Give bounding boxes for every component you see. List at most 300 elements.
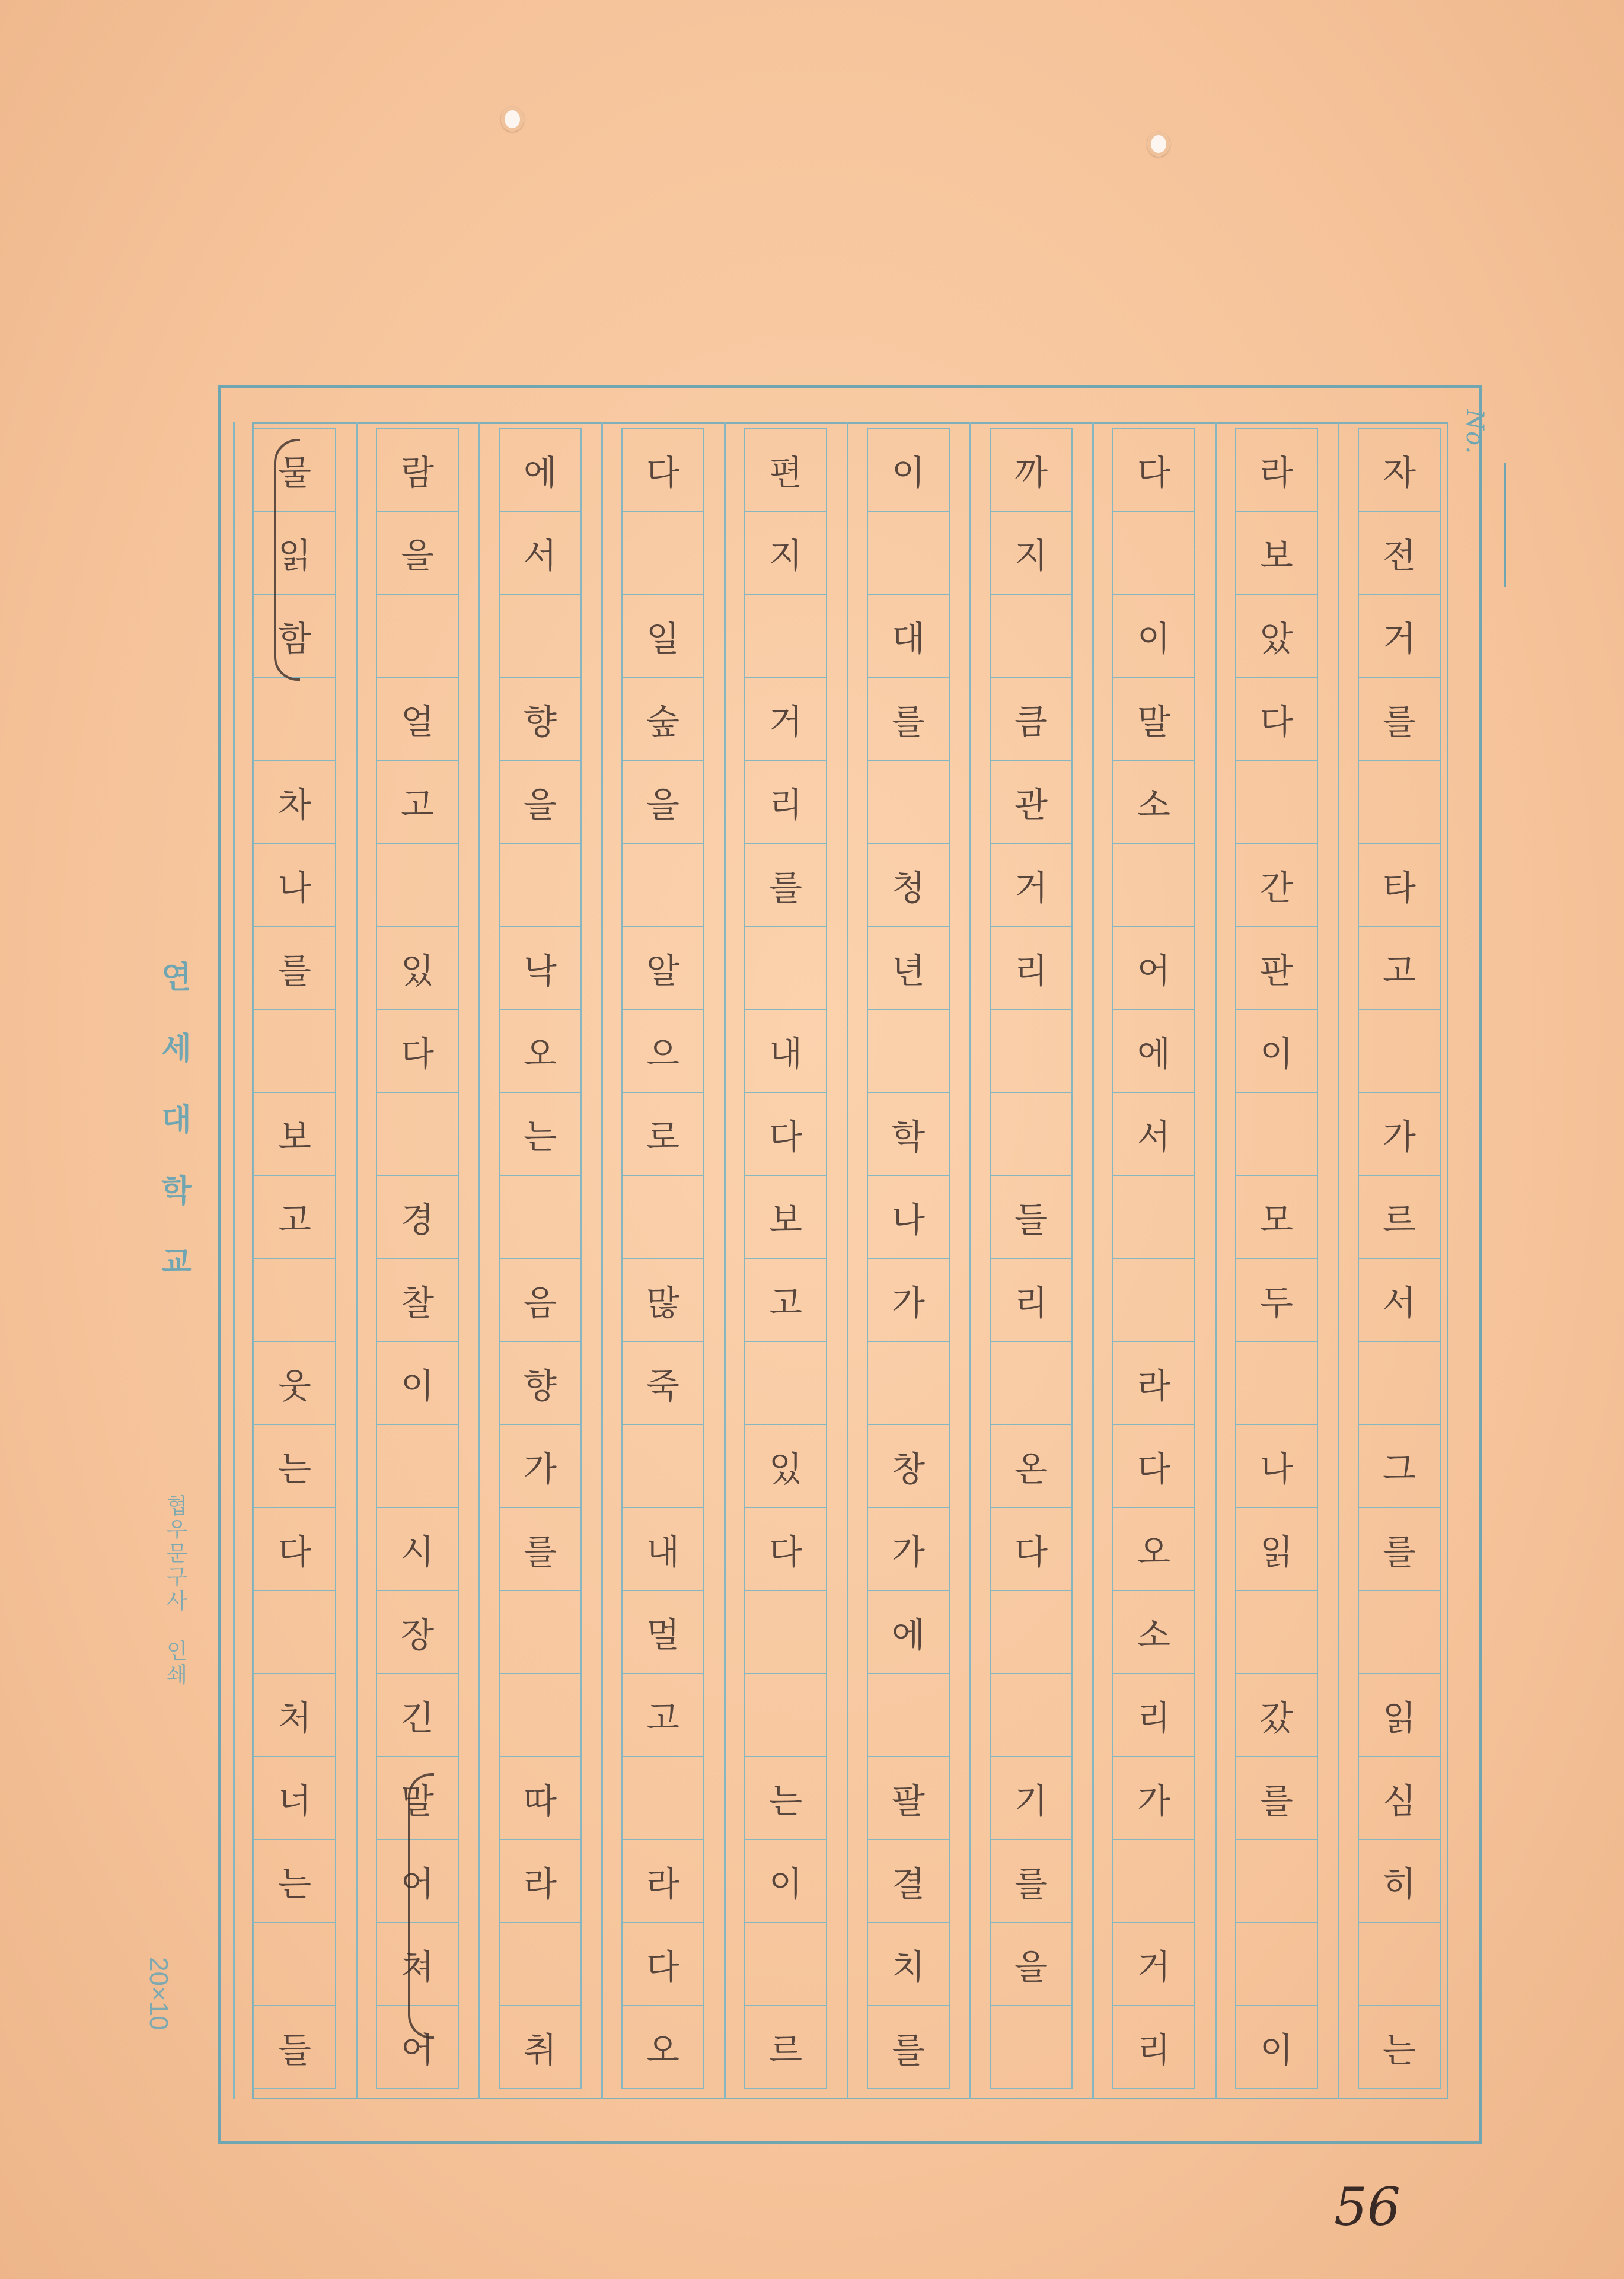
grid-cell [253, 1757, 336, 1840]
grid-cell [1358, 1424, 1441, 1507]
handwritten-char: 어 [1137, 951, 1171, 991]
handwritten-char: 읽 [1382, 1698, 1416, 1738]
grid-cell [1112, 1175, 1195, 1258]
grid-cell [1358, 1092, 1441, 1175]
grid-cell [867, 1923, 950, 2006]
handwritten-char: 편 [768, 452, 803, 493]
grid-cell [744, 428, 827, 511]
handwritten-char: 리 [1014, 951, 1048, 991]
handwritten-char: 고 [1382, 951, 1416, 991]
grid-cell [253, 1923, 336, 2006]
handwritten-char: 향 [523, 702, 557, 742]
grid-cell [1235, 1092, 1318, 1175]
handwritten-char: 서 [1382, 1283, 1416, 1323]
grid-cell [376, 511, 459, 594]
grid-column [867, 428, 950, 2093]
grid-cell [499, 1590, 582, 1674]
grid-cell [499, 1258, 582, 1341]
grid-cell [1112, 843, 1195, 926]
handwritten-char: 온 [1014, 1449, 1048, 1489]
grid-cell [1235, 843, 1318, 926]
grid-cell [1235, 428, 1318, 511]
column-divider [233, 422, 235, 2099]
grid-cell [1358, 1341, 1441, 1424]
grid-cell [744, 1507, 827, 1590]
handwritten-char: 를 [277, 951, 312, 991]
grid-cell [867, 511, 950, 594]
grid-cell [1235, 926, 1318, 1009]
handwritten-char: 함 [277, 619, 312, 659]
grid-cell [867, 1258, 950, 1341]
handwritten-char: 관 [1014, 785, 1048, 825]
handwritten-char: 많 [646, 1283, 680, 1323]
column-divider [724, 422, 726, 2099]
grid-cell [990, 1424, 1073, 1507]
grid-cell [1235, 1341, 1318, 1424]
grid-cell [867, 2006, 950, 2089]
handwritten-char: 심 [1382, 1781, 1416, 1821]
grid-cell [621, 2006, 704, 2089]
grid-cell [1358, 1507, 1441, 1590]
column-divider [356, 422, 358, 2099]
handwritten-char: 타 [1382, 868, 1416, 908]
handwritten-char: 다 [277, 1532, 312, 1572]
grid-cell [253, 1009, 336, 1092]
grid-cell [990, 594, 1073, 677]
grid-cell [253, 1840, 336, 1923]
handwritten-char: 내 [768, 1034, 803, 1074]
grid-cell [1235, 2006, 1318, 2089]
handwritten-char: 리 [1014, 1283, 1048, 1323]
grid-cell [499, 1009, 582, 1092]
handwritten-char: 죽 [646, 1366, 680, 1406]
grid-cell [1358, 843, 1441, 926]
handwritten-char: 이 [768, 1864, 803, 1904]
handwritten-char: 청 [891, 868, 926, 908]
handwritten-char: 처 [277, 1698, 312, 1738]
handwritten-char: 학 [891, 1117, 926, 1157]
grid-cell [1358, 677, 1441, 760]
grid-cell [1112, 2006, 1195, 2089]
grid-cell [376, 1175, 459, 1258]
grid-cell [744, 2006, 827, 2089]
handwritten-char: 그 [1382, 1449, 1416, 1489]
handwritten-char: 어 [400, 1864, 435, 1904]
handwritten-char: 라 [1137, 1366, 1171, 1406]
handwritten-char: 는 [768, 1781, 803, 1821]
handwritten-char: 말 [1137, 702, 1171, 742]
handwritten-char: 았 [1259, 619, 1294, 659]
grid-cell [867, 594, 950, 677]
handwritten-char: 갔 [1259, 1698, 1294, 1738]
grid-cell [1358, 1175, 1441, 1258]
grid-cell [1112, 594, 1195, 677]
grid-cell [867, 1840, 950, 1923]
grid-cell [867, 1674, 950, 1757]
handwritten-char: 다 [1014, 1532, 1048, 1572]
handwritten-char: 찰 [400, 1283, 435, 1323]
handwritten-char: 를 [1259, 1781, 1294, 1821]
grid-cell [1235, 760, 1318, 843]
grid-cell [253, 2006, 336, 2089]
grid-cell [1358, 511, 1441, 594]
handwritten-char: 말 [400, 1781, 435, 1821]
column-divider [969, 422, 971, 2099]
grid-cell [499, 677, 582, 760]
handwritten-char: 지 [1014, 536, 1048, 576]
grid-cell [1358, 926, 1441, 1009]
handwritten-char: 거 [1137, 1947, 1171, 1987]
grid-cell [253, 677, 336, 760]
handwritten-char: 큼 [1014, 702, 1048, 742]
handwritten-char: 라 [1259, 452, 1294, 493]
grid-column [1112, 428, 1195, 2093]
column-divider [1092, 422, 1094, 2099]
grid-cell [990, 2006, 1073, 2089]
handwritten-char: 을 [1014, 1947, 1048, 1987]
grid-column [1358, 428, 1441, 2093]
grid-cell [376, 926, 459, 1009]
handwritten-char: 취 [523, 2030, 557, 2070]
handwritten-char: 에 [891, 1615, 926, 1655]
grid-cell [1112, 1840, 1195, 1923]
grid-cell [1235, 1258, 1318, 1341]
grid-cell [867, 1009, 950, 1092]
grid-column [744, 428, 827, 2093]
grid-cell [1358, 1674, 1441, 1757]
handwritten-char: 보 [277, 1117, 312, 1157]
grid-cell [499, 1674, 582, 1757]
grid-cell [867, 677, 950, 760]
printer-imprint: 협우문구사 인쇄 [163, 1494, 187, 1687]
grid-cell [253, 1674, 336, 1757]
page-no-label: No. [1461, 409, 1488, 455]
grid-cell [867, 1757, 950, 1840]
column-divider [847, 422, 848, 2099]
grid-cell [376, 843, 459, 926]
grid-cell [253, 760, 336, 843]
grid-cell [990, 843, 1073, 926]
handwritten-char: 너 [277, 1781, 312, 1821]
grid-cell [990, 926, 1073, 1009]
grid-cell [990, 1507, 1073, 1590]
grid-cell [990, 677, 1073, 760]
grid-cell [744, 1757, 827, 1840]
handwritten-char: 고 [277, 1200, 312, 1240]
handwritten-char: 읽 [277, 536, 312, 576]
handwritten-char: 람 [400, 452, 435, 493]
handwritten-char: 을 [523, 785, 557, 825]
handwritten-char: 서 [1137, 1117, 1171, 1157]
handwritten-char: 로 [646, 1117, 680, 1157]
handwritten-char: 모 [1259, 1200, 1294, 1240]
handwritten-char: 간 [1259, 868, 1294, 908]
grid-cell [621, 1424, 704, 1507]
grid-cell [621, 511, 704, 594]
handwritten-char: 리 [1137, 1698, 1171, 1738]
grid-size-imprint: 20×10 [144, 1957, 173, 2031]
grid-cell [867, 1424, 950, 1507]
grid-cell [744, 1175, 827, 1258]
grid-cell [1358, 1009, 1441, 1092]
handwritten-char: 가 [1382, 1117, 1416, 1157]
grid-cell [744, 1341, 827, 1424]
grid-cell [867, 1341, 950, 1424]
editing-bracket [274, 439, 300, 681]
handwritten-char: 나 [891, 1200, 926, 1240]
handwritten-char: 이 [400, 1366, 435, 1406]
grid-cell [1235, 1840, 1318, 1923]
grid-cell [867, 760, 950, 843]
grid-cell [253, 1590, 336, 1674]
handwritten-char: 내 [646, 1532, 680, 1572]
handwritten-char: 알 [646, 951, 680, 991]
grid-cell [1235, 594, 1318, 677]
grid-cell [621, 1175, 704, 1258]
handwritten-char: 낙 [523, 951, 557, 991]
handwritten-char: 결 [891, 1864, 926, 1904]
grid-cell [744, 926, 827, 1009]
grid-cell [1358, 428, 1441, 511]
grid-cell [499, 1507, 582, 1590]
grid-cell [1112, 1341, 1195, 1424]
grid-column [990, 428, 1073, 2093]
grid-cell [499, 1424, 582, 1507]
grid-cell [376, 1009, 459, 1092]
handwritten-char: 이 [1259, 2030, 1294, 2070]
grid-cell [1235, 511, 1318, 594]
grid-cell [376, 760, 459, 843]
grid-cell [744, 1840, 827, 1923]
handwritten-char: 물 [277, 452, 312, 493]
grid-cell [621, 677, 704, 760]
grid-cell [867, 1507, 950, 1590]
grid-cell [1112, 1092, 1195, 1175]
handwritten-char: 고 [400, 785, 435, 825]
grid-cell [1235, 1757, 1318, 1840]
grid-cell [376, 1258, 459, 1341]
grid-cell [744, 1009, 827, 1092]
grid-cell [621, 1674, 704, 1757]
handwritten-char: 오 [646, 2030, 680, 2070]
grid-cell [499, 760, 582, 843]
handwritten-char: 히 [1382, 1864, 1416, 1904]
grid-cell [621, 1840, 704, 1923]
grid-cell [867, 1590, 950, 1674]
handwritten-char: 가 [1137, 1781, 1171, 1821]
handwritten-char: 다 [768, 1117, 803, 1157]
handwritten-char: 고 [646, 1698, 680, 1738]
grid-cell [253, 926, 336, 1009]
handwritten-char: 라 [523, 1864, 557, 1904]
grid-cell [1358, 1840, 1441, 1923]
grid-cell [253, 843, 336, 926]
editing-bracket [408, 1773, 434, 2039]
handwritten-char: 리 [768, 785, 803, 825]
handwritten-char: 까 [1014, 452, 1048, 493]
handwritten-char: 숲 [646, 702, 680, 742]
grid-cell [621, 926, 704, 1009]
grid-cell [1112, 428, 1195, 511]
grid-cell [376, 594, 459, 677]
grid-cell [1235, 677, 1318, 760]
handwritten-char: 는 [277, 1449, 312, 1489]
grid-cell [376, 1424, 459, 1507]
column-divider [601, 422, 603, 2099]
handwritten-char: 나 [277, 868, 312, 908]
grid-cell [990, 1757, 1073, 1840]
binder-hole [1147, 132, 1170, 157]
grid-cell [499, 843, 582, 926]
grid-cell [744, 843, 827, 926]
grid-cell [744, 1424, 827, 1507]
handwritten-char: 는 [523, 1117, 557, 1157]
handwritten-char: 지 [768, 536, 803, 576]
grid-cell [867, 1175, 950, 1258]
handwritten-char: 다 [1137, 1449, 1171, 1489]
grid-cell [1235, 1009, 1318, 1092]
grid-cell [499, 1840, 582, 1923]
handwritten-char: 를 [891, 702, 926, 742]
grid-cell [990, 1009, 1073, 1092]
grid-cell [990, 1175, 1073, 1258]
page-number: 56 [1334, 2176, 1400, 2237]
handwritten-char: 를 [1382, 702, 1416, 742]
grid-cell [1235, 1590, 1318, 1674]
handwritten-char: 를 [523, 1532, 557, 1572]
grid-cell [1112, 1674, 1195, 1757]
grid-cell [990, 1923, 1073, 2006]
grid-cell [744, 1258, 827, 1341]
handwritten-char: 를 [1382, 1532, 1416, 1572]
grid-cell [253, 1092, 336, 1175]
grid-cell [867, 926, 950, 1009]
grid-cell [253, 1175, 336, 1258]
handwritten-char: 쳐 [400, 1947, 435, 1987]
handwritten-char: 창 [891, 1449, 926, 1489]
grid-cell [744, 1092, 827, 1175]
grid-cell [376, 428, 459, 511]
grid-cell [499, 594, 582, 677]
grid-cell [744, 1923, 827, 2006]
handwritten-char: 를 [768, 868, 803, 908]
handwritten-char: 보 [1259, 536, 1294, 576]
grid-cell [499, 1092, 582, 1175]
handwritten-char: 판 [1259, 951, 1294, 991]
grid-cell [744, 1590, 827, 1674]
grid-cell [1112, 1009, 1195, 1092]
handwritten-char: 가 [523, 1449, 557, 1489]
binder-hole [501, 107, 524, 132]
grid-cell [499, 1923, 582, 2006]
handwritten-char: 가 [891, 1283, 926, 1323]
handwritten-char: 이 [1259, 1034, 1294, 1074]
handwritten-char: 을 [646, 785, 680, 825]
handwritten-char: 에 [1137, 1034, 1171, 1074]
handwritten-char: 를 [1014, 1864, 1048, 1904]
grid-cell [376, 1674, 459, 1757]
grid-cell [1112, 1507, 1195, 1590]
handwritten-char: 거 [768, 702, 803, 742]
grid-cell [621, 1757, 704, 1840]
grid-cell [990, 1341, 1073, 1424]
handwritten-char: 전 [1382, 536, 1416, 576]
grid-column [1235, 428, 1318, 2093]
grid-cell [499, 428, 582, 511]
handwritten-char: 차 [277, 785, 312, 825]
handwritten-char: 거 [1382, 619, 1416, 659]
handwritten-char: 다 [768, 1532, 803, 1572]
handwritten-char: 르 [768, 2030, 803, 2070]
handwritten-char: 시 [400, 1532, 435, 1572]
grid-cell [1358, 2006, 1441, 2089]
handwritten-char: 긴 [400, 1698, 435, 1738]
handwritten-char: 들 [1014, 1200, 1048, 1240]
grid-cell [744, 677, 827, 760]
grid-cell [376, 677, 459, 760]
handwritten-char: 음 [523, 1283, 557, 1323]
grid-cell [1112, 1923, 1195, 2006]
grid-column [621, 428, 704, 2093]
handwritten-char: 경 [400, 1200, 435, 1240]
handwritten-char: 다 [400, 1034, 435, 1074]
handwritten-char: 를 [891, 2030, 926, 2070]
handwritten-char: 두 [1259, 1283, 1294, 1323]
handwritten-char: 소 [1137, 1615, 1171, 1655]
handwritten-char: 얼 [400, 702, 435, 742]
handwritten-char: 일 [646, 619, 680, 659]
university-imprint: 연세대학교 [155, 961, 192, 1317]
handwritten-char: 나 [1259, 1449, 1294, 1489]
grid-cell [499, 1341, 582, 1424]
handwritten-char: 있 [768, 1449, 803, 1489]
handwritten-char: 장 [400, 1615, 435, 1655]
grid-cell [499, 2006, 582, 2089]
handwritten-char: 을 [400, 536, 435, 576]
page-no-line [1504, 463, 1506, 587]
grid-cell [376, 1590, 459, 1674]
grid-cell [621, 1923, 704, 2006]
grid-cell [1112, 677, 1195, 760]
grid-cell [867, 843, 950, 926]
column-divider [1338, 422, 1339, 2099]
grid-cell [990, 1674, 1073, 1757]
handwritten-char: 에 [523, 452, 557, 493]
handwritten-char: 소 [1137, 785, 1171, 825]
grid-cell [376, 1092, 459, 1175]
grid-cell [744, 1674, 827, 1757]
column-divider [478, 422, 480, 2099]
grid-cell [621, 428, 704, 511]
handwritten-char: 고 [768, 1283, 803, 1323]
grid-cell [1112, 1258, 1195, 1341]
grid-cell [499, 511, 582, 594]
grid-cell [867, 1092, 950, 1175]
grid-cell [499, 1175, 582, 1258]
handwritten-char: 이 [1137, 619, 1171, 659]
handwritten-char: 르 [1382, 1200, 1416, 1240]
grid-cell [1358, 760, 1441, 843]
grid-cell [1112, 1424, 1195, 1507]
grid-cell [253, 1341, 336, 1424]
handwritten-char: 있 [400, 951, 435, 991]
handwritten-char: 팔 [891, 1781, 926, 1821]
grid-cell [621, 1009, 704, 1092]
handwritten-char: 라 [646, 1864, 680, 1904]
handwritten-char: 리 [1137, 2030, 1171, 2070]
grid-cell [621, 843, 704, 926]
grid-cell [621, 1092, 704, 1175]
